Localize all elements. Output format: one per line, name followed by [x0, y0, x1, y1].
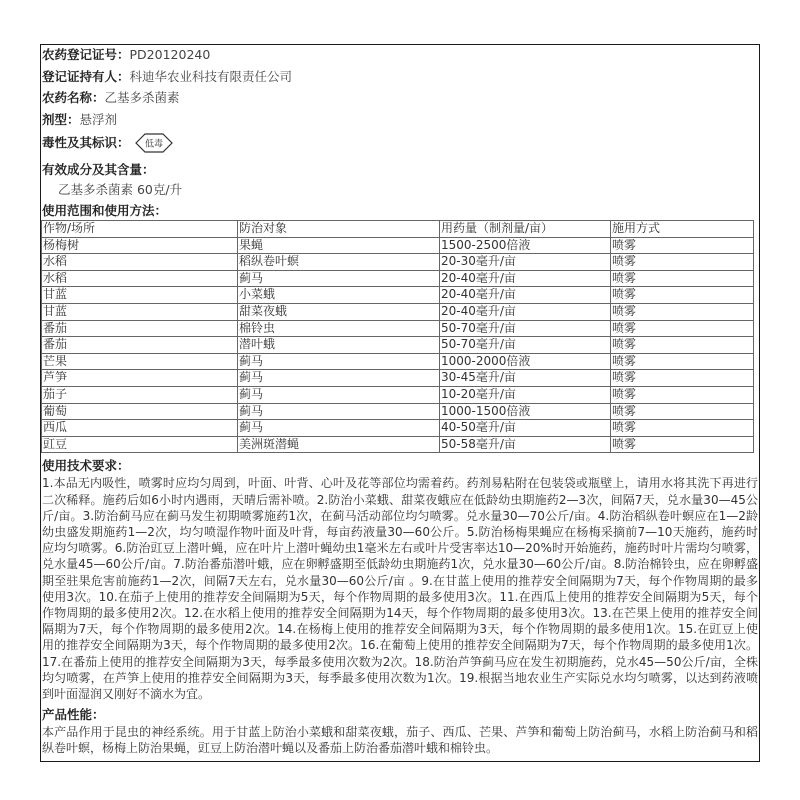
dosage-cell: 20-30毫升/亩: [440, 254, 611, 271]
header-target: 防治对象: [238, 221, 440, 238]
table-row: [42, 436, 754, 453]
crop-cell: 水稻: [42, 254, 238, 271]
method-cell: 喷雾: [611, 237, 754, 254]
target-cell: 蓟马: [238, 353, 440, 370]
target-cell: 蓟马: [238, 270, 440, 287]
usage-table-body: [42, 237, 754, 453]
method-cell: 喷雾: [611, 420, 754, 437]
crop-cell: 芒果: [42, 353, 238, 370]
toxicity-badge-text: 低毒: [144, 139, 163, 150]
dosage-cell: 1000-1500倍液: [440, 403, 611, 420]
table-row: [42, 320, 754, 337]
table-row: [42, 270, 754, 287]
target-cell: 蓟马: [238, 403, 440, 420]
table-row: [42, 370, 754, 387]
formulation-row: [40, 109, 760, 131]
dosage-cell: 30-45毫升/亩: [440, 370, 611, 387]
header-method: 施用方式: [611, 221, 754, 238]
method-cell: 喷雾: [611, 303, 754, 320]
dosage-cell: 10-20毫升/亩: [440, 386, 611, 403]
ingredient-label: 有效成分及其含量：: [42, 162, 155, 177]
toxicity-label: 毒性及其标识：: [42, 135, 130, 150]
dosage-cell: 50-70毫升/亩: [440, 337, 611, 354]
performance-label: 产品性能：: [42, 707, 105, 723]
ingredient-value: 乙基多杀菌素 60克/升: [58, 182, 183, 197]
crop-cell: 番茄: [42, 320, 238, 337]
pesticide-name-value: 乙基多杀菌素: [104, 90, 180, 105]
table-row: [42, 337, 754, 354]
target-cell: 甜菜夜蛾: [238, 303, 440, 320]
target-cell: 潜叶蛾: [238, 337, 440, 354]
dosage-cell: 1000-2000倍液: [440, 353, 611, 370]
crop-cell: 芦笋: [42, 370, 238, 387]
method-cell: 喷雾: [611, 320, 754, 337]
table-row: [42, 287, 754, 304]
table-row: [42, 386, 754, 403]
table-row: [42, 254, 754, 271]
performance-text: 本产品作用于昆虫的神经系统。用于甘蓝上防治小菜蛾和甜菜夜蛾，茄子、西瓜、芒果、芦笋和葡萄上防治蓟马，水稻上防治蓟马和稻纵卷叶螟，杨梅上防治果蝇，豇豆上防治潜叶蝇以及番茄上防治番茄潜叶蛾和棉铃虫。: [42, 725, 758, 756]
dosage-cell: 20-40毫升/亩: [440, 270, 611, 287]
dosage-cell: 20-40毫升/亩: [440, 303, 611, 320]
table-row: [42, 353, 754, 370]
pesticide-name-label: 农药名称：: [42, 90, 105, 105]
target-cell: 蓟马: [238, 370, 440, 387]
table-row: [42, 420, 754, 437]
holder-label: 登记证持有人：: [42, 68, 130, 84]
method-cell: 喷雾: [611, 403, 754, 420]
header-crop: 作物/场所: [42, 221, 238, 238]
target-cell: 果蝇: [238, 237, 440, 254]
target-cell: 稻纵卷叶螟: [238, 254, 440, 271]
reg-no-value: PD20120240: [129, 47, 211, 62]
document-content: [40, 44, 760, 757]
crop-cell: 甘蓝: [42, 287, 238, 304]
toxicity-row: [40, 130, 760, 156]
target-cell: 蓟马: [238, 420, 440, 437]
crop-cell: 西瓜: [42, 420, 238, 437]
reg-no-row: [40, 44, 760, 66]
table-row: [42, 237, 754, 254]
target-cell: 美洲斑潜蝇: [238, 436, 440, 453]
method-cell: 喷雾: [611, 287, 754, 304]
target-cell: 小菜蛾: [238, 287, 440, 304]
header-dosage: 用药量（制剂量/亩）: [440, 221, 611, 238]
technical-text: 1.本品无内吸性，喷雾时应均匀周到，叶面、叶背、心叶及花等部位均需着药。药剂易粘附在包装袋或瓶壁上，请用水将其洗下再进行二次稀释。施药后如6小时内遇雨，天晴后需补喷。2.防治小菜蛾、甜菜夜蛾应在低龄幼虫期施药2—3次，间隔7天，兑水量30—45公斤/亩。3.防治蓟马应在蓟马发生初期喷雾施药1次，在蓟马活动部位均匀喷雾。兑水量30—70公斤/亩。4.防治稻纵卷叶螟应在1—2龄幼虫盛发期施药1—2次，均匀喷湿作物叶面及叶背，每亩药液量30—60公斤。5.防治杨梅果蝇应在杨梅采摘前7—10天施药，施药时应均匀喷雾。6.防治豇豆上潜叶蝇，应在叶片上潜叶蝇幼虫1毫米左右或叶片受害率达10—20%时开始施药，施药时叶片需均匀喷雾，兑水量45—60公斤/亩。7.防治番茄潜叶蛾，应在卵孵盛期至低龄幼虫期施药1次，兑水量30—60公斤/亩。8.防治棉铃虫，应在卵孵盛期至驻果危害前施药1—2次，间隔7天左右，兑水量30—60公斤/亩 。9.在甘蓝上使用的推荐安全间隔期为7天，每个作物周期的最多使用3次。10.在茄子上使用的推荐安全间隔期为5天，每个作物周期的最多使用3次。11.在西瓜上使用的推荐安全间隔期为5天，每个作物周期的最多使用2次。12.在水稻上使用的推荐安全间隔期为14天，每个作物周期的最多使用3次。13.在芒果上使用的推荐安全间隔期为7天，每个作物周期的最多使用2次。14.在杨梅上使用的推荐安全间隔期为3天，每个作物周期的最多使用1次。15.在豇豆上使用的推荐安全间隔期为3天，每个作物周期的最多使用2次。16.在葡萄上使用的推荐安全间隔期为7天，每个作物周期的最多使用1次。17.在番茄上使用的推荐安全间隔期为3天，每季最多使用次数为2次。18.防治芦笋蓟马应在发生初期施药，兑水45—50公斤/亩，全株均匀喷雾，在芦笋上使用的推荐安全间隔期为3天，每季最多使用次数为1次。19.根据当地农业生产实际兑水均匀喷雾，以达到药液喷到叶面湿润又刚好不滴水为宜。: [42, 476, 758, 701]
usage-label: 使用范围和使用方法：: [42, 203, 168, 218]
technical-label: 使用技术要求：: [42, 458, 130, 474]
holder-value: 科迪华农业科技有限责任公司: [129, 68, 293, 84]
target-cell: 棉铃虫: [238, 320, 440, 337]
method-cell: 喷雾: [611, 254, 754, 271]
method-cell: 喷雾: [611, 386, 754, 403]
table-row: [42, 403, 754, 420]
crop-cell: 豇豆: [42, 436, 238, 453]
usage-table-header: [42, 221, 754, 238]
crop-cell: 葡萄: [42, 403, 238, 420]
method-cell: 喷雾: [611, 337, 754, 354]
crop-cell: 茄子: [42, 386, 238, 403]
method-cell: 喷雾: [611, 353, 754, 370]
low-toxicity-diamond-icon: [134, 132, 174, 154]
dosage-cell: 40-50毫升/亩: [440, 420, 611, 437]
dosage-cell: 50-70毫升/亩: [440, 320, 611, 337]
dosage-cell: 20-40毫升/亩: [440, 287, 611, 304]
formulation-value: 悬浮剂: [79, 111, 118, 127]
usage-table: [41, 220, 754, 453]
label-page: [40, 40, 760, 762]
crop-cell: 番茄: [42, 337, 238, 354]
crop-cell: 水稻: [42, 270, 238, 287]
dosage-cell: 50-58毫升/亩: [440, 436, 611, 453]
holder-row: [40, 66, 760, 88]
dosage-cell: 1500-2500倍液: [440, 237, 611, 254]
method-cell: 喷雾: [611, 370, 754, 387]
table-row: [42, 303, 754, 320]
reg-no-label: 农药登记证号：: [42, 47, 130, 62]
crop-cell: 杨梅树: [42, 237, 238, 254]
method-cell: 喷雾: [611, 436, 754, 453]
pesticide-name-row: [40, 87, 760, 109]
formulation-label: 剂型：: [42, 111, 80, 127]
crop-cell: 甘蓝: [42, 303, 238, 320]
method-cell: 喷雾: [611, 270, 754, 287]
target-cell: 蓟马: [238, 386, 440, 403]
